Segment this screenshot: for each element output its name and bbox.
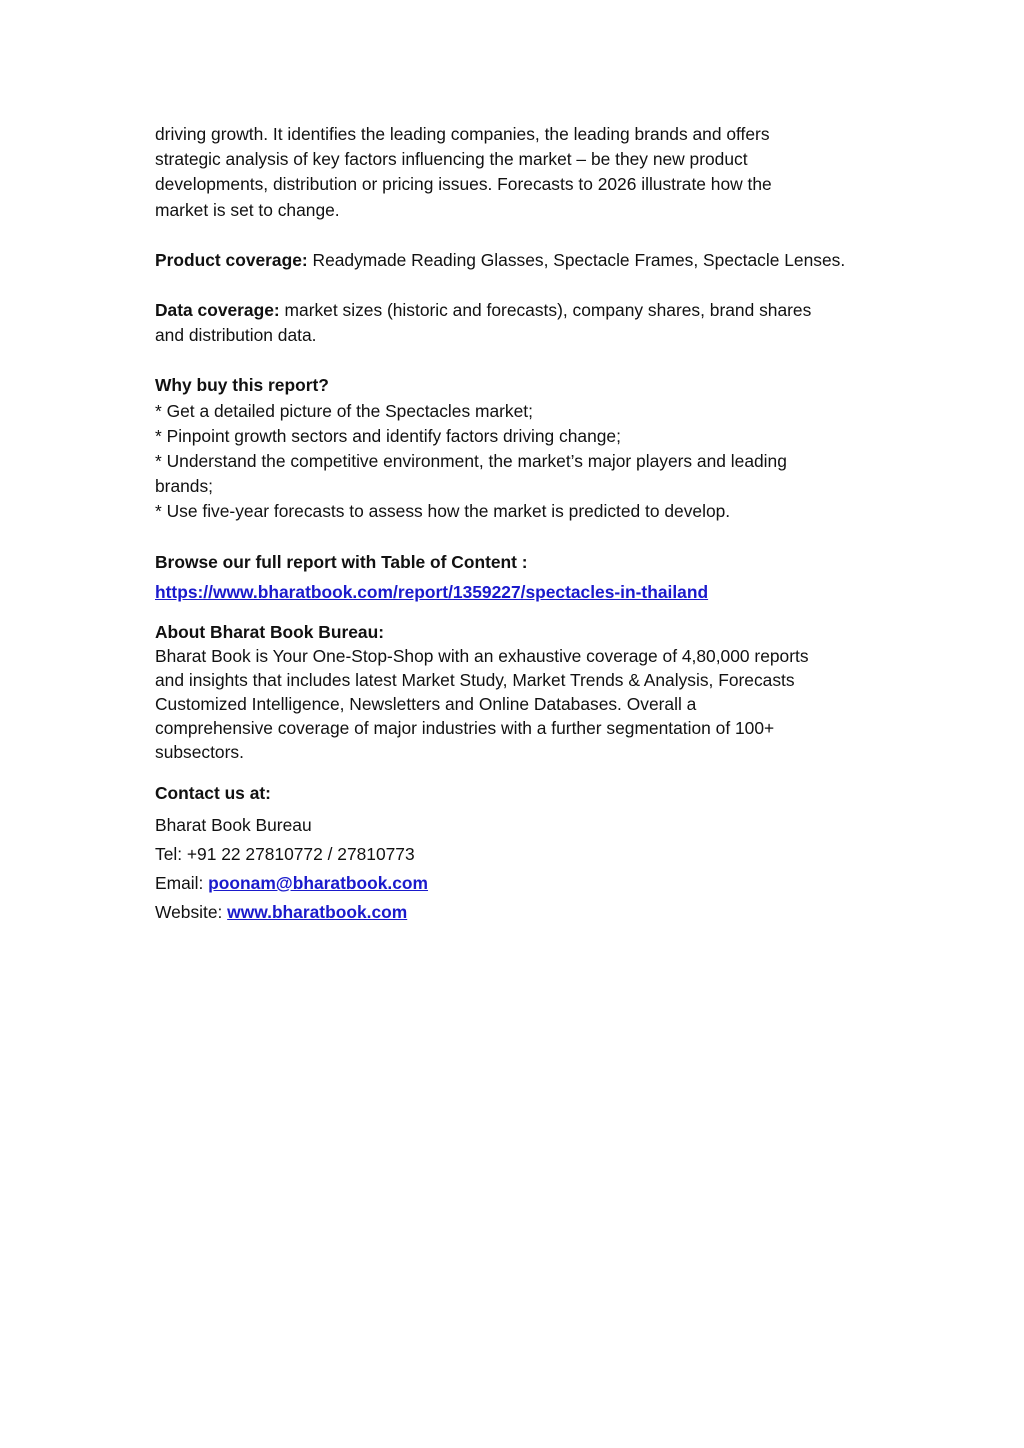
why-buy-item: brands;	[155, 476, 214, 497]
contact-website-row	[155, 898, 875, 927]
about-line: and insights that includes latest Market Study, Market Trends & Analysis, Forecasts	[155, 670, 795, 691]
why-buy-item: * Use five-year forecasts to assess how the market is predicted to develop.	[155, 501, 731, 522]
about-section	[155, 620, 875, 764]
about-line: subsectors.	[155, 742, 244, 763]
why-buy-item: * Get a detailed picture of the Spectacles market;	[155, 400, 533, 421]
why-buy-heading: Why buy this report?	[155, 375, 329, 396]
contact-section	[155, 779, 875, 927]
data-coverage-paragraph	[155, 298, 875, 348]
contact-company: Bharat Book Bureau	[155, 815, 312, 836]
about-line: Bharat Book is Your One-Stop-Shop with an exhaustive coverage of 4,80,000 reports	[155, 646, 809, 667]
email-link[interactable]: poonam@bharatbook.com	[208, 873, 429, 894]
browse-heading: Browse our full report with Table of Content :	[155, 551, 528, 572]
intro-paragraph	[155, 122, 875, 223]
why-buy-item: * Pinpoint growth sectors and identify factors driving change;	[155, 425, 621, 446]
contact-heading: Contact us at:	[155, 783, 271, 804]
product-coverage-label: Product coverage:	[155, 249, 308, 270]
about-heading: About Bharat Book Bureau:	[155, 622, 384, 643]
product-coverage-text: Readymade Reading Glasses, Spectacle Frames, Spectacle Lenses.	[307, 249, 846, 270]
website-label: Website:	[155, 902, 228, 923]
contact-email-row	[155, 869, 875, 898]
why-buy-section	[155, 373, 875, 524]
product-coverage-paragraph	[155, 248, 875, 273]
data-coverage-text: market sizes (historic and forecasts), company shares, brand shares	[279, 300, 812, 321]
intro-line: strategic analysis of key factors influencing the market – be they new product	[155, 149, 748, 170]
email-label: Email:	[155, 873, 209, 894]
contact-tel: Tel: +91 22 27810772 / 27810773	[155, 844, 415, 865]
website-link[interactable]: www.bharatbook.com	[227, 902, 408, 923]
intro-line: market is set to change.	[155, 199, 340, 220]
about-line: comprehensive coverage of major industries with a further segmentation of 100+	[155, 718, 775, 739]
intro-line: developments, distribution or pricing issues. Forecasts to 2026 illustrate how the	[155, 174, 772, 195]
intro-line: driving growth. It identifies the leading companies, the leading brands and offers	[155, 124, 770, 144]
data-coverage-label: Data coverage:	[155, 300, 280, 321]
document-page	[155, 122, 875, 927]
about-line: Customized Intelligence, Newsletters and Online Databases. Overall a	[155, 694, 697, 715]
why-buy-item: * Understand the competitive environment, the market’s major players and leading	[155, 451, 787, 472]
browse-section	[155, 550, 875, 605]
data-coverage-text-cont: and distribution data.	[155, 325, 317, 346]
report-url-link[interactable]: https://www.bharatbook.com/report/1359227/spectacles-in-thailand	[155, 581, 709, 602]
